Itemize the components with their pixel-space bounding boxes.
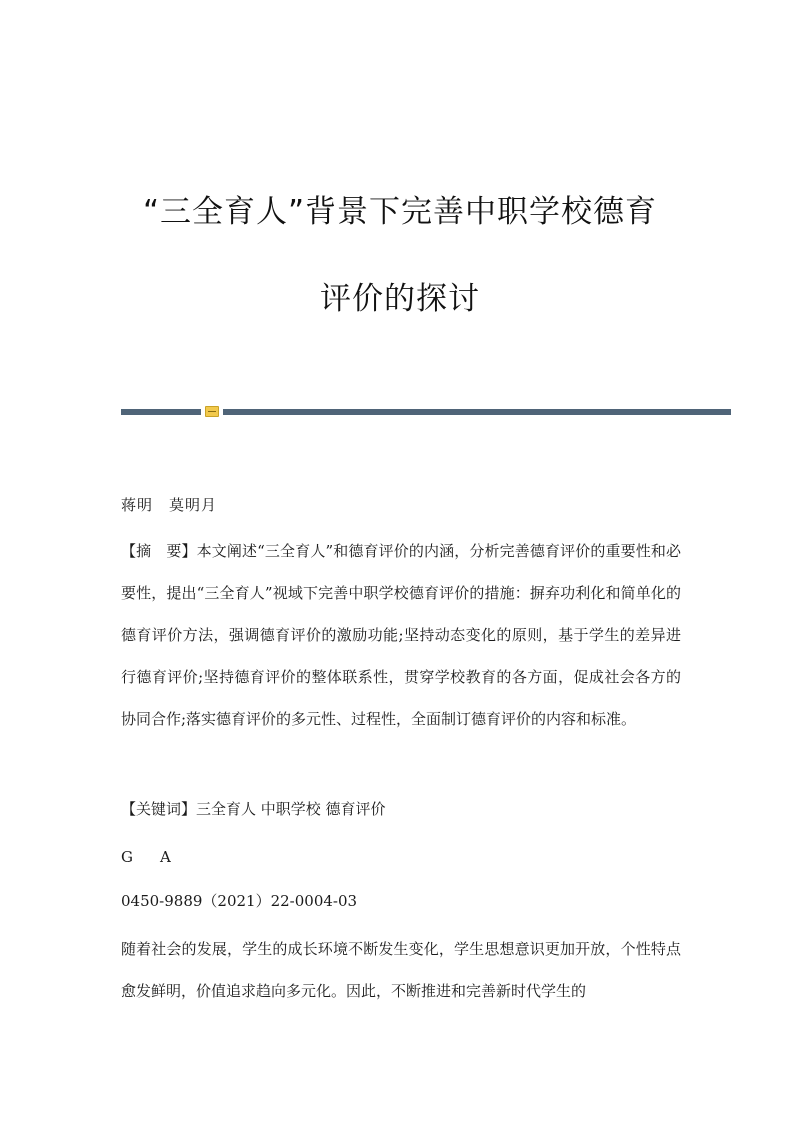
document-icon [205, 406, 219, 417]
classification-code: G A [121, 848, 177, 866]
abstract-label: 【摘 要】 [121, 542, 197, 560]
abstract [121, 530, 681, 740]
keywords-text: 三全育人 中职学校 德育评价 [196, 800, 386, 818]
title-divider-left [121, 409, 201, 415]
authors: 蒋明 莫明月 [121, 496, 218, 514]
keywords-label: 【关键词】 [121, 800, 197, 818]
keywords [121, 788, 681, 830]
document-title-line-1: “三全育人”背景下完善中职学校德育 [142, 194, 658, 230]
title-divider-right [223, 409, 731, 415]
document-title-line-2: 评价的探讨 [320, 281, 480, 317]
document-id: 0450-9889（2021）22-0004-03 [121, 892, 358, 910]
body-paragraph: 随着社会的发展，学生的成长环境不断发生变化，学生思想意识更加开放，个性特点愈发鲜明，价值追求趋向多元化。因此，不断推进和完善新时代学生的 [121, 940, 681, 1000]
abstract-text: 本文阐述“三全育人”和德育评价的内涵，分析完善德育评价的重要性和必要性，提出“三全育人”视域下完善中职学校德育评价的措施：摒弃功利化和简单化的德育评价方法，强调德育评价的激励功能;坚持动态变化的原则，基于学生的差异进行德育评价;坚持德育评价的整体联系性，贯穿学校教育的各方面，促成社会各方的协同合作;落实德育评价的多元性、过程性，全面制订德育评价的内容和标准。 [121, 542, 681, 728]
